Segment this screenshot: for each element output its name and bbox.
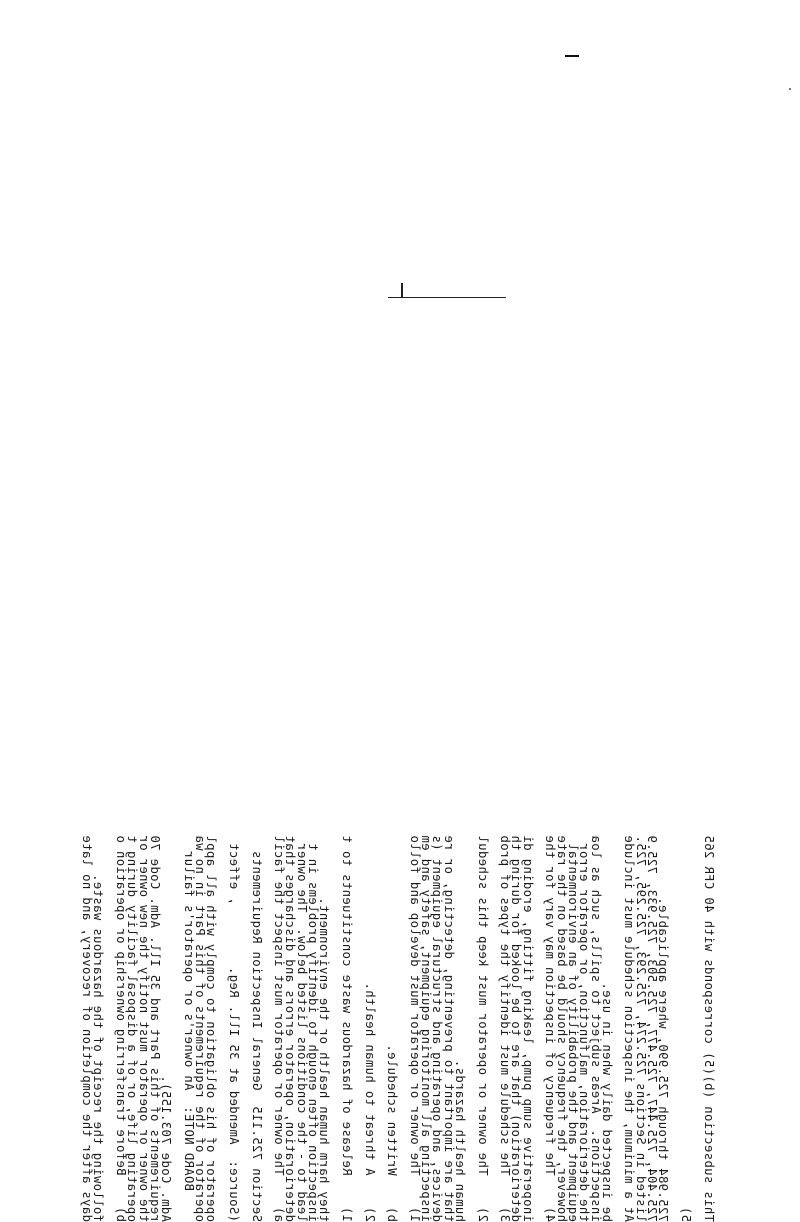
text-line: (Source: Amended at 35 Ill. Reg. , effect <box>226 842 241 1222</box>
text-line: human health hazards. <box>452 1059 467 1222</box>
text-cursor-mark <box>401 283 403 297</box>
text-line: deterioration, operator errors and discharges that <box>283 835 298 1222</box>
text-line: 5) <box>678 1206 693 1222</box>
text-line: inoperative sump pump, leaking fitting, eroding di <box>520 835 535 1222</box>
text-line: 1) Release of hazardous waste constituents to t <box>339 835 354 1222</box>
text-line: b) Before transferring ownership or operation o <box>113 835 128 1222</box>
text-line: At a minimum, the inspection schedule must include <box>622 835 637 1222</box>
text-line: devices, and operating and structural equipment (s <box>430 835 445 1222</box>
text-line: deterioration) that are to be looked for during th <box>509 835 524 1222</box>
scan-speck <box>789 88 791 90</box>
text-line: the owner or operator must notify the new owner or <box>136 835 151 1222</box>
text-line: however, the frequency should be based on the rate <box>554 835 569 1222</box>
text-line: 2) The owner or operator must keep this schedul <box>475 835 490 1222</box>
text-line: equipment and the probability of an environmental <box>565 842 580 1222</box>
text-line: following the receipt of the hazardous waste. <box>91 873 106 1222</box>
text-line: 725.984 through 725.990, where applicable. <box>656 897 671 1222</box>
text-line: b) Written schedule. <box>385 1044 400 1222</box>
text-line: the deterioration, malfunction, or operator error <box>577 842 592 1222</box>
text-line: be inspected daily when in use. <box>599 982 614 1222</box>
text-line: This subsection (b)(5) corresponds with 40 CFR 265 <box>701 835 716 1222</box>
text-line: 1) The owner or operator must develop and follo <box>407 835 422 1222</box>
text-line: lead to - the conditions listed below. The owner <box>294 842 309 1222</box>
scan-mark <box>565 55 579 57</box>
text-line: days after the completion of recovery, and no late <box>80 835 94 1222</box>
underline-mark <box>388 297 506 298</box>
text-line: that are important to preventing, detecting, or re <box>441 835 456 1222</box>
text-line: 725.404, 725.447, 725.477, 725.503, 725.933, 725.9 <box>645 835 659 1222</box>
text-line: inspections. Areas subject to spills, such as loa <box>588 835 603 1222</box>
text-line: inspecting all monitoring equipment, safety and em <box>419 835 433 1222</box>
text-line: Section 725.115 General Inspection Requirements <box>249 850 264 1222</box>
text-line: 4) The frequency of inspection may vary for the <box>543 835 558 1222</box>
text-line: Adm. Code 703.155). <box>159 1074 174 1222</box>
text-line: 3) The schedule must identify the types of prob <box>498 835 513 1222</box>
rotated-text-block <box>80 612 770 1222</box>
text-line: inspection often enough to identify problems in t <box>306 842 320 1222</box>
text-line: listed in Sections 725.274, 725.293, 725.295, 725. <box>633 835 648 1222</box>
text-line: BOARD NOTE: An owner's or operator's failur <box>181 850 196 1222</box>
text-line: operator of the requirements of this Part in no wa <box>193 835 207 1222</box>
text-line: a) The owner or operator must inspect the facil <box>272 835 287 1222</box>
text-line: operator of his obligation to comply with all appl <box>204 835 219 1222</box>
text-line: 2) A threat to human health. <box>362 982 377 1222</box>
text-line: they harm human health or the environment. <box>317 897 332 1222</box>
text-line: requirements of this Part and 35 Ill. Adm. Code 70 <box>147 835 162 1222</box>
text-line: operating life, or of a disposal facility during t <box>125 835 140 1222</box>
